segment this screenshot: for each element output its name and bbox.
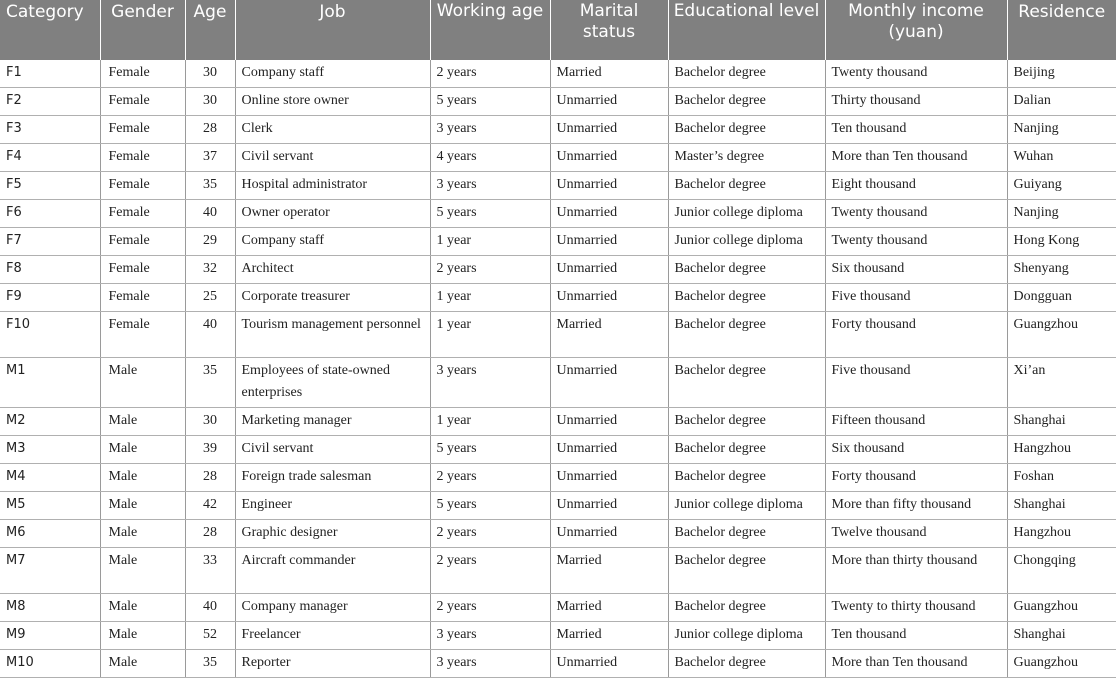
cell-gender: Female: [100, 116, 185, 144]
cell-job: Clerk: [235, 116, 430, 144]
cell-gender: Male: [100, 594, 185, 622]
cell-marital-status: Unmarried: [550, 200, 668, 228]
cell-category: M2: [0, 408, 100, 436]
cell-gender: Female: [100, 284, 185, 312]
cell-age: 35: [185, 358, 235, 408]
cell-gender: Female: [100, 228, 185, 256]
cell-gender: Female: [100, 88, 185, 116]
cell-category: F6: [0, 200, 100, 228]
cell-educational-level: Bachelor degree: [668, 650, 825, 678]
cell-category: M6: [0, 520, 100, 548]
cell-gender: Female: [100, 144, 185, 172]
cell-residence: Beijing: [1007, 60, 1116, 88]
cell-age: 40: [185, 200, 235, 228]
cell-age: 35: [185, 650, 235, 678]
cell-working-age: 2 years: [430, 520, 550, 548]
cell-marital-status: Married: [550, 548, 668, 594]
cell-working-age: 1 year: [430, 312, 550, 358]
cell-monthly-income: Twelve thousand: [825, 520, 1007, 548]
cell-gender: Male: [100, 548, 185, 594]
cell-category: F7: [0, 228, 100, 256]
cell-age: 28: [185, 520, 235, 548]
cell-residence: Guangzhou: [1007, 594, 1116, 622]
table-row: [0, 464, 1116, 492]
cell-marital-status: Unmarried: [550, 464, 668, 492]
cell-job: Company manager: [235, 594, 430, 622]
cell-age: 40: [185, 594, 235, 622]
cell-educational-level: Bachelor degree: [668, 116, 825, 144]
cell-working-age: 5 years: [430, 492, 550, 520]
cell-marital-status: Unmarried: [550, 228, 668, 256]
header-row: [0, 0, 1116, 60]
cell-marital-status: Unmarried: [550, 520, 668, 548]
cell-educational-level: Bachelor degree: [668, 594, 825, 622]
cell-residence: Wuhan: [1007, 144, 1116, 172]
table-row: [0, 200, 1116, 228]
cell-gender: Male: [100, 520, 185, 548]
cell-educational-level: Bachelor degree: [668, 358, 825, 408]
table-row: [0, 228, 1116, 256]
cell-monthly-income: Twenty to thirty thousand: [825, 594, 1007, 622]
cell-gender: Male: [100, 464, 185, 492]
cell-working-age: 2 years: [430, 548, 550, 594]
cell-gender: Male: [100, 650, 185, 678]
cell-marital-status: Unmarried: [550, 256, 668, 284]
header-educational-level: Educational level: [668, 0, 825, 60]
cell-category: F1: [0, 60, 100, 88]
cell-monthly-income: Fifteen thousand: [825, 408, 1007, 436]
cell-job: Freelancer: [235, 622, 430, 650]
cell-gender: Female: [100, 60, 185, 88]
cell-gender: Female: [100, 200, 185, 228]
cell-residence: Shanghai: [1007, 408, 1116, 436]
cell-residence: Hangzhou: [1007, 520, 1116, 548]
cell-job: Civil servant: [235, 144, 430, 172]
cell-monthly-income: Six thousand: [825, 256, 1007, 284]
cell-working-age: 2 years: [430, 594, 550, 622]
cell-working-age: 1 year: [430, 284, 550, 312]
header-job: Job: [235, 0, 430, 60]
cell-marital-status: Unmarried: [550, 492, 668, 520]
cell-residence: Chongqing: [1007, 548, 1116, 594]
cell-age: 30: [185, 60, 235, 88]
cell-age: 40: [185, 312, 235, 358]
cell-age: 28: [185, 464, 235, 492]
cell-marital-status: Married: [550, 594, 668, 622]
cell-category: M5: [0, 492, 100, 520]
cell-educational-level: Junior college diploma: [668, 200, 825, 228]
cell-marital-status: Married: [550, 312, 668, 358]
table-row: [0, 436, 1116, 464]
cell-educational-level: Bachelor degree: [668, 520, 825, 548]
cell-marital-status: Unmarried: [550, 358, 668, 408]
table-body: [0, 60, 1116, 678]
cell-educational-level: Bachelor degree: [668, 88, 825, 116]
cell-category: M4: [0, 464, 100, 492]
cell-job: Owner operator: [235, 200, 430, 228]
cell-educational-level: Bachelor degree: [668, 548, 825, 594]
cell-gender: Female: [100, 312, 185, 358]
cell-job: Company staff: [235, 228, 430, 256]
cell-educational-level: Junior college diploma: [668, 622, 825, 650]
cell-category: M1: [0, 358, 100, 408]
cell-educational-level: Bachelor degree: [668, 284, 825, 312]
cell-marital-status: Married: [550, 60, 668, 88]
cell-gender: Male: [100, 492, 185, 520]
cell-working-age: 5 years: [430, 200, 550, 228]
cell-monthly-income: Forty thousand: [825, 464, 1007, 492]
cell-monthly-income: Five thousand: [825, 284, 1007, 312]
table-row: [0, 312, 1116, 358]
header-working-age: Working age: [430, 0, 550, 60]
table-row: [0, 172, 1116, 200]
cell-monthly-income: Five thousand: [825, 358, 1007, 408]
cell-category: M8: [0, 594, 100, 622]
cell-monthly-income: Ten thousand: [825, 622, 1007, 650]
cell-job: Employees of state-owned enterprises: [235, 358, 430, 408]
cell-marital-status: Unmarried: [550, 436, 668, 464]
cell-category: M10: [0, 650, 100, 678]
table-row: [0, 520, 1116, 548]
cell-job: Online store owner: [235, 88, 430, 116]
cell-job: Reporter: [235, 650, 430, 678]
table-row: [0, 622, 1116, 650]
cell-monthly-income: Eight thousand: [825, 172, 1007, 200]
cell-educational-level: Bachelor degree: [668, 464, 825, 492]
cell-educational-level: Bachelor degree: [668, 408, 825, 436]
table-row: [0, 60, 1116, 88]
cell-educational-level: Bachelor degree: [668, 60, 825, 88]
cell-residence: Guiyang: [1007, 172, 1116, 200]
cell-residence: Dongguan: [1007, 284, 1116, 312]
cell-residence: Hangzhou: [1007, 436, 1116, 464]
cell-job: Hospital administrator: [235, 172, 430, 200]
cell-working-age: 4 years: [430, 144, 550, 172]
cell-marital-status: Unmarried: [550, 650, 668, 678]
cell-residence: Dalian: [1007, 88, 1116, 116]
cell-educational-level: Junior college diploma: [668, 492, 825, 520]
cell-gender: Male: [100, 622, 185, 650]
cell-age: 35: [185, 172, 235, 200]
cell-job: Tourism management personnel: [235, 312, 430, 358]
cell-category: M3: [0, 436, 100, 464]
cell-gender: Female: [100, 256, 185, 284]
cell-residence: Shenyang: [1007, 256, 1116, 284]
cell-working-age: 5 years: [430, 88, 550, 116]
table-row: [0, 116, 1116, 144]
cell-monthly-income: Twenty thousand: [825, 60, 1007, 88]
cell-working-age: 3 years: [430, 650, 550, 678]
table-row: [0, 144, 1116, 172]
cell-residence: Hong Kong: [1007, 228, 1116, 256]
cell-residence: Xi’an: [1007, 358, 1116, 408]
cell-gender: Male: [100, 436, 185, 464]
cell-marital-status: Unmarried: [550, 116, 668, 144]
cell-monthly-income: Ten thousand: [825, 116, 1007, 144]
cell-age: 39: [185, 436, 235, 464]
cell-educational-level: Junior college diploma: [668, 228, 825, 256]
cell-age: 52: [185, 622, 235, 650]
table-row: [0, 548, 1116, 594]
cell-category: M7: [0, 548, 100, 594]
cell-educational-level: Bachelor degree: [668, 172, 825, 200]
cell-age: 32: [185, 256, 235, 284]
cell-job: Aircraft commander: [235, 548, 430, 594]
cell-marital-status: Unmarried: [550, 408, 668, 436]
header-category: Category: [0, 0, 100, 60]
cell-age: 29: [185, 228, 235, 256]
cell-educational-level: Master’s degree: [668, 144, 825, 172]
header-marital-status: Marital status: [550, 0, 668, 60]
cell-monthly-income: More than thirty thousand: [825, 548, 1007, 594]
cell-category: F5: [0, 172, 100, 200]
cell-residence: Guangzhou: [1007, 312, 1116, 358]
cell-category: F4: [0, 144, 100, 172]
cell-job: Architect: [235, 256, 430, 284]
cell-working-age: 3 years: [430, 358, 550, 408]
cell-working-age: 2 years: [430, 464, 550, 492]
cell-educational-level: Bachelor degree: [668, 436, 825, 464]
cell-age: 28: [185, 116, 235, 144]
cell-residence: Shanghai: [1007, 622, 1116, 650]
cell-marital-status: Unmarried: [550, 144, 668, 172]
cell-age: 42: [185, 492, 235, 520]
cell-gender: Male: [100, 358, 185, 408]
cell-age: 30: [185, 408, 235, 436]
cell-monthly-income: Forty thousand: [825, 312, 1007, 358]
cell-monthly-income: Thirty thousand: [825, 88, 1007, 116]
table-row: [0, 88, 1116, 116]
table-row: [0, 284, 1116, 312]
cell-category: F2: [0, 88, 100, 116]
cell-age: 25: [185, 284, 235, 312]
cell-residence: Guangzhou: [1007, 650, 1116, 678]
cell-marital-status: Married: [550, 622, 668, 650]
cell-educational-level: Bachelor degree: [668, 256, 825, 284]
cell-monthly-income: Six thousand: [825, 436, 1007, 464]
cell-working-age: 2 years: [430, 60, 550, 88]
cell-working-age: 5 years: [430, 436, 550, 464]
table-row: [0, 256, 1116, 284]
cell-job: Foreign trade salesman: [235, 464, 430, 492]
cell-monthly-income: More than Ten thousand: [825, 650, 1007, 678]
table-row: [0, 594, 1116, 622]
cell-gender: Female: [100, 172, 185, 200]
cell-job: Corporate treasurer: [235, 284, 430, 312]
header-monthly-income: Monthly income (yuan): [825, 0, 1007, 60]
table-row: [0, 408, 1116, 436]
cell-educational-level: Bachelor degree: [668, 312, 825, 358]
cell-monthly-income: Twenty thousand: [825, 200, 1007, 228]
cell-residence: Nanjing: [1007, 116, 1116, 144]
cell-residence: Shanghai: [1007, 492, 1116, 520]
cell-working-age: 3 years: [430, 116, 550, 144]
cell-age: 30: [185, 88, 235, 116]
cell-job: Company staff: [235, 60, 430, 88]
cell-category: F9: [0, 284, 100, 312]
cell-monthly-income: Twenty thousand: [825, 228, 1007, 256]
cell-category: F10: [0, 312, 100, 358]
cell-category: M9: [0, 622, 100, 650]
cell-marital-status: Unmarried: [550, 88, 668, 116]
cell-monthly-income: More than Ten thousand: [825, 144, 1007, 172]
cell-working-age: 3 years: [430, 172, 550, 200]
cell-age: 33: [185, 548, 235, 594]
header-gender: Gender: [100, 0, 185, 60]
cell-category: F8: [0, 256, 100, 284]
table-row: [0, 358, 1116, 408]
cell-job: Engineer: [235, 492, 430, 520]
table-row: [0, 650, 1116, 678]
cell-age: 37: [185, 144, 235, 172]
table-row: [0, 492, 1116, 520]
cell-marital-status: Unmarried: [550, 284, 668, 312]
cell-job: Marketing manager: [235, 408, 430, 436]
header-residence: Residence: [1007, 0, 1116, 60]
cell-residence: Foshan: [1007, 464, 1116, 492]
cell-working-age: 1 year: [430, 408, 550, 436]
cell-marital-status: Unmarried: [550, 172, 668, 200]
cell-monthly-income: More than fifty thousand: [825, 492, 1007, 520]
cell-gender: Male: [100, 408, 185, 436]
cell-residence: Nanjing: [1007, 200, 1116, 228]
header-age: Age: [185, 0, 235, 60]
cell-job: Graphic designer: [235, 520, 430, 548]
cell-working-age: 2 years: [430, 256, 550, 284]
cell-job: Civil servant: [235, 436, 430, 464]
cell-working-age: 3 years: [430, 622, 550, 650]
cell-working-age: 1 year: [430, 228, 550, 256]
cell-category: F3: [0, 116, 100, 144]
